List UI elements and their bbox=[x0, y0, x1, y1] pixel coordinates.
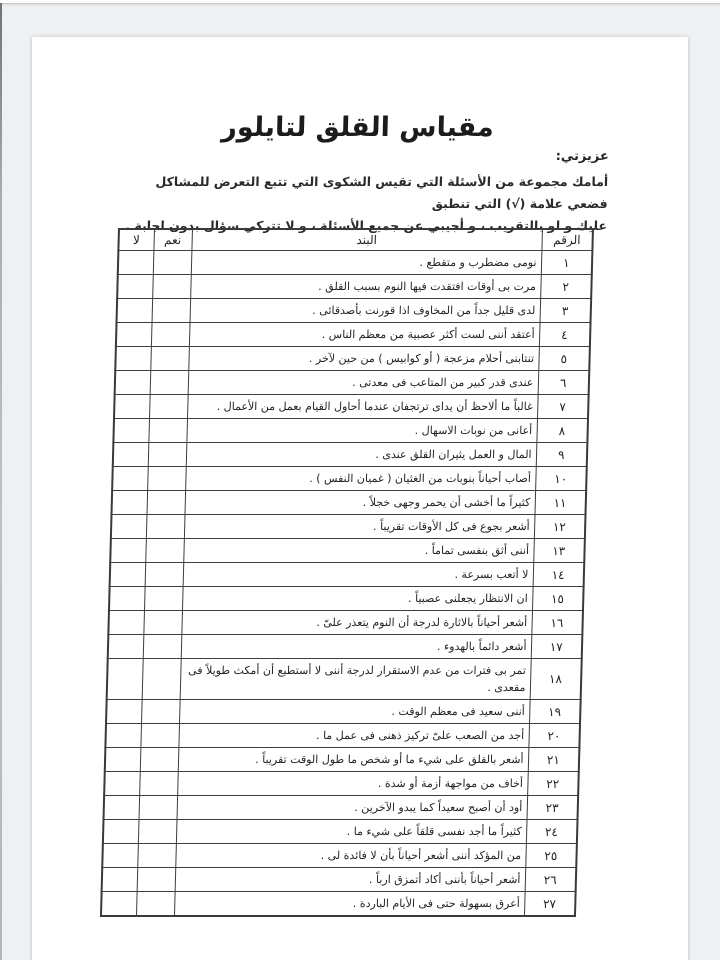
table-row bbox=[110, 563, 585, 587]
item-text-cell: أخاف من مواجهة أزمة أو شدة . bbox=[177, 772, 528, 796]
no-answer-cell[interactable] bbox=[113, 419, 149, 443]
no-answer-cell[interactable] bbox=[117, 275, 153, 299]
column-header-no: لا bbox=[118, 229, 154, 251]
no-answer-cell[interactable] bbox=[118, 251, 154, 275]
no-answer-cell[interactable] bbox=[104, 772, 140, 796]
table-row bbox=[111, 491, 586, 515]
yes-answer-cell[interactable] bbox=[143, 611, 182, 635]
no-answer-cell[interactable] bbox=[101, 892, 137, 917]
table-row bbox=[104, 772, 579, 796]
item-text-cell: أشعر دائماً بالهدوء . bbox=[181, 635, 532, 659]
column-header-yes: نعم bbox=[153, 229, 192, 251]
instructions-line-2: عليك و لو بالتقريب ، و أجيبي عن جميع الأسئلة ، و لا تتركي سؤال بدون اجابة . bbox=[125, 218, 608, 233]
yes-answer-cell[interactable] bbox=[137, 868, 176, 892]
table-row bbox=[104, 796, 579, 820]
row-number-cell: ٣ bbox=[540, 299, 592, 323]
salutation-text: عزيزتي: bbox=[555, 149, 610, 164]
no-answer-cell[interactable] bbox=[109, 587, 145, 611]
yes-answer-cell[interactable] bbox=[137, 844, 176, 868]
row-number-cell: ٩ bbox=[536, 443, 588, 467]
table-row bbox=[110, 539, 585, 563]
row-number-cell: ١٤ bbox=[533, 563, 585, 587]
row-number-cell: ٢٥ bbox=[525, 844, 577, 868]
no-answer-cell[interactable] bbox=[105, 724, 141, 748]
item-text-cell: كثيراً ما أجد نفسى قلقاً على شيء ما . bbox=[176, 820, 527, 844]
yes-answer-cell[interactable] bbox=[151, 323, 190, 347]
no-answer-cell[interactable] bbox=[105, 748, 141, 772]
row-number-cell: ٢٤ bbox=[526, 820, 578, 844]
table-row bbox=[105, 724, 580, 748]
item-text-cell: أعرق بسهولة حتى فى الأيام الباردة . bbox=[174, 892, 525, 917]
no-answer-cell[interactable] bbox=[111, 491, 147, 515]
row-number-cell: ١٦ bbox=[531, 611, 583, 635]
no-answer-cell[interactable] bbox=[113, 443, 149, 467]
yes-answer-cell[interactable] bbox=[147, 467, 186, 491]
row-number-cell: ٥ bbox=[538, 347, 590, 371]
no-answer-cell[interactable] bbox=[115, 371, 151, 395]
table-header-row bbox=[118, 229, 593, 251]
no-answer-cell[interactable] bbox=[112, 467, 148, 491]
yes-answer-cell[interactable] bbox=[148, 443, 187, 467]
yes-answer-cell[interactable] bbox=[142, 659, 181, 700]
table-row bbox=[103, 820, 578, 844]
item-text-cell: أود أن أصبح سعيداً كما يبدو الآخرين . bbox=[177, 796, 528, 820]
row-number-cell: ٤ bbox=[539, 323, 591, 347]
table-row bbox=[101, 892, 576, 917]
row-number-cell: ١١ bbox=[534, 491, 586, 515]
no-answer-cell[interactable] bbox=[104, 796, 140, 820]
yes-answer-cell[interactable] bbox=[145, 563, 184, 587]
row-number-cell: ٢٠ bbox=[528, 724, 580, 748]
table-row bbox=[106, 700, 581, 724]
item-text-cell: أعانى من نوبات الاسهال . bbox=[186, 419, 537, 443]
no-answer-cell[interactable] bbox=[107, 659, 143, 700]
item-text-cell: أشعر بجوع فى كل الأوقات تقريباً . bbox=[184, 515, 535, 539]
table-row bbox=[102, 868, 577, 892]
item-text-cell: مرت بى أوقات افتقدت فيها النوم بسبب القلق . bbox=[190, 275, 541, 299]
table-row bbox=[111, 515, 586, 539]
yes-answer-cell[interactable] bbox=[138, 820, 177, 844]
yes-answer-cell[interactable] bbox=[140, 724, 179, 748]
row-number-cell: ٢٧ bbox=[524, 892, 576, 917]
table-row bbox=[109, 587, 584, 611]
page-sheet bbox=[32, 37, 688, 960]
row-number-cell: ٢١ bbox=[528, 748, 580, 772]
no-answer-cell[interactable] bbox=[103, 820, 139, 844]
item-text-cell: أشعر بالقلق على شيء ما أو شخص ما طول الوقت تقريباً . bbox=[178, 748, 529, 772]
yes-answer-cell[interactable] bbox=[140, 748, 179, 772]
row-number-cell: ٢٣ bbox=[527, 796, 579, 820]
column-header-item: البند bbox=[191, 229, 542, 251]
table-row bbox=[118, 251, 593, 275]
row-number-cell: ٢ bbox=[540, 275, 592, 299]
item-text-cell: تمر بى فترات من عدم الاستقرار لدرجة أننى لا أستطيع أن أمكث طويلاً فى مقعدى . bbox=[180, 659, 531, 700]
yes-answer-cell[interactable] bbox=[141, 700, 180, 724]
yes-answer-cell[interactable] bbox=[150, 347, 189, 371]
row-number-cell: ١٣ bbox=[533, 539, 585, 563]
yes-answer-cell[interactable] bbox=[153, 251, 192, 275]
left-edge-line bbox=[0, 3, 2, 960]
row-number-cell: ١٥ bbox=[532, 587, 584, 611]
item-text-cell: كثيراً ما أخشى أن يحمر وجهى خجلاً . bbox=[184, 491, 535, 515]
questionnaire-table bbox=[100, 228, 594, 917]
table-row bbox=[115, 347, 590, 371]
row-number-cell: ٨ bbox=[536, 419, 588, 443]
no-answer-cell[interactable] bbox=[106, 700, 142, 724]
table-row bbox=[105, 748, 580, 772]
yes-answer-cell[interactable] bbox=[146, 491, 185, 515]
row-number-cell: ٢٦ bbox=[525, 868, 577, 892]
row-number-cell: ٧ bbox=[537, 395, 589, 419]
instructions-line-1: أمامك مجموعة من الأسئلة التي تقيس الشكوى التي تتبع التعرض للمشاكل فضعي علامة (√) التي تنطبق bbox=[155, 174, 609, 211]
item-text-cell: ان الانتظار يجعلنى عصبياً . bbox=[182, 587, 533, 611]
yes-answer-cell[interactable] bbox=[143, 635, 182, 659]
no-answer-cell[interactable] bbox=[114, 395, 150, 419]
no-answer-cell[interactable] bbox=[108, 611, 144, 635]
item-text-cell: لا أتعب بسرعة . bbox=[183, 563, 534, 587]
table-row bbox=[116, 323, 591, 347]
item-text-cell: عندى قدر كبير من المتاعب فى معدتى . bbox=[188, 371, 539, 395]
row-number-cell: ١ bbox=[541, 251, 593, 275]
item-text-cell: من المؤكد أننى أشعر أحياناً بأن لا فائدة لى . bbox=[175, 844, 526, 868]
item-text-cell: أعتقد أننى لست أكثر عصبية من معظم الناس . bbox=[189, 323, 540, 347]
no-answer-cell[interactable] bbox=[102, 868, 138, 892]
row-number-cell: ١٧ bbox=[531, 635, 583, 659]
yes-answer-cell[interactable] bbox=[146, 515, 185, 539]
yes-answer-cell[interactable] bbox=[144, 587, 183, 611]
item-text-cell: أننى سعيد فى معظم الوقت . bbox=[179, 700, 530, 724]
no-answer-cell[interactable] bbox=[110, 539, 146, 563]
column-header-number: الرقم bbox=[541, 229, 593, 251]
yes-answer-cell[interactable] bbox=[152, 299, 191, 323]
page-content bbox=[8, 37, 688, 960]
item-text-cell: أننى أثق بنفسى تماماً . bbox=[183, 539, 534, 563]
row-number-cell: ١٠ bbox=[535, 467, 587, 491]
no-answer-cell[interactable] bbox=[117, 299, 153, 323]
item-text-cell: تنتابنى أحلام مزعجة ( أو كوابيس ) من حين لآخر . bbox=[188, 347, 539, 371]
item-text-cell: أشعر أحياناً بالاثارة لدرجة أن النوم يتعذر علىّ . bbox=[181, 611, 532, 635]
yes-answer-cell[interactable] bbox=[150, 371, 189, 395]
no-answer-cell[interactable] bbox=[116, 323, 152, 347]
no-answer-cell[interactable] bbox=[102, 844, 138, 868]
yes-answer-cell[interactable] bbox=[136, 892, 175, 917]
yes-answer-cell[interactable] bbox=[139, 772, 178, 796]
table-row bbox=[108, 611, 583, 635]
row-number-cell: ٦ bbox=[538, 371, 590, 395]
no-answer-cell[interactable] bbox=[115, 347, 151, 371]
item-text-cell: أصاب أحياناً بنوبات من الغثيان ( غميان النفس ) . bbox=[185, 467, 536, 491]
item-text-cell: غالباً ما ألاحظ أن يداى ترتجفان عندما أحاول القيام بعمل من الأعمال . bbox=[187, 395, 538, 419]
item-text-cell: أجد من الصعب علىّ تركيز ذهنى فى عمل ما . bbox=[178, 724, 529, 748]
no-answer-cell[interactable] bbox=[111, 515, 147, 539]
yes-answer-cell[interactable] bbox=[145, 539, 184, 563]
table-row bbox=[107, 659, 582, 700]
row-number-cell: ١٩ bbox=[529, 700, 581, 724]
top-divider-line bbox=[0, 0, 720, 4]
item-text-cell: نومى مضطرب و متقطع . bbox=[191, 251, 542, 275]
table-row bbox=[117, 275, 592, 299]
yes-answer-cell[interactable] bbox=[139, 796, 178, 820]
table-row bbox=[108, 635, 583, 659]
table-row bbox=[102, 844, 577, 868]
yes-answer-cell[interactable] bbox=[148, 419, 187, 443]
table-row bbox=[112, 467, 587, 491]
no-answer-cell[interactable] bbox=[108, 635, 144, 659]
table-row bbox=[113, 419, 588, 443]
page-title: مقياس القلق لتايلور bbox=[220, 112, 495, 143]
table-row bbox=[115, 371, 590, 395]
table-row bbox=[113, 443, 588, 467]
row-number-cell: ٢٢ bbox=[527, 772, 579, 796]
item-text-cell: أشعر أحياناً بأننى أكاد أتمزق ارباً . bbox=[175, 868, 526, 892]
row-number-cell: ١٨ bbox=[530, 659, 582, 700]
no-answer-cell[interactable] bbox=[110, 563, 146, 587]
item-text-cell: لدى قليل جداً من المخاوف اذا قورنت بأصدقائى . bbox=[190, 299, 541, 323]
item-text-cell: المال و العمل يثيران القلق عندى . bbox=[186, 443, 537, 467]
items-body bbox=[101, 251, 592, 917]
table-row bbox=[114, 395, 589, 419]
yes-answer-cell[interactable] bbox=[152, 275, 191, 299]
row-number-cell: ١٢ bbox=[534, 515, 586, 539]
yes-answer-cell[interactable] bbox=[149, 395, 188, 419]
table-row bbox=[117, 299, 592, 323]
